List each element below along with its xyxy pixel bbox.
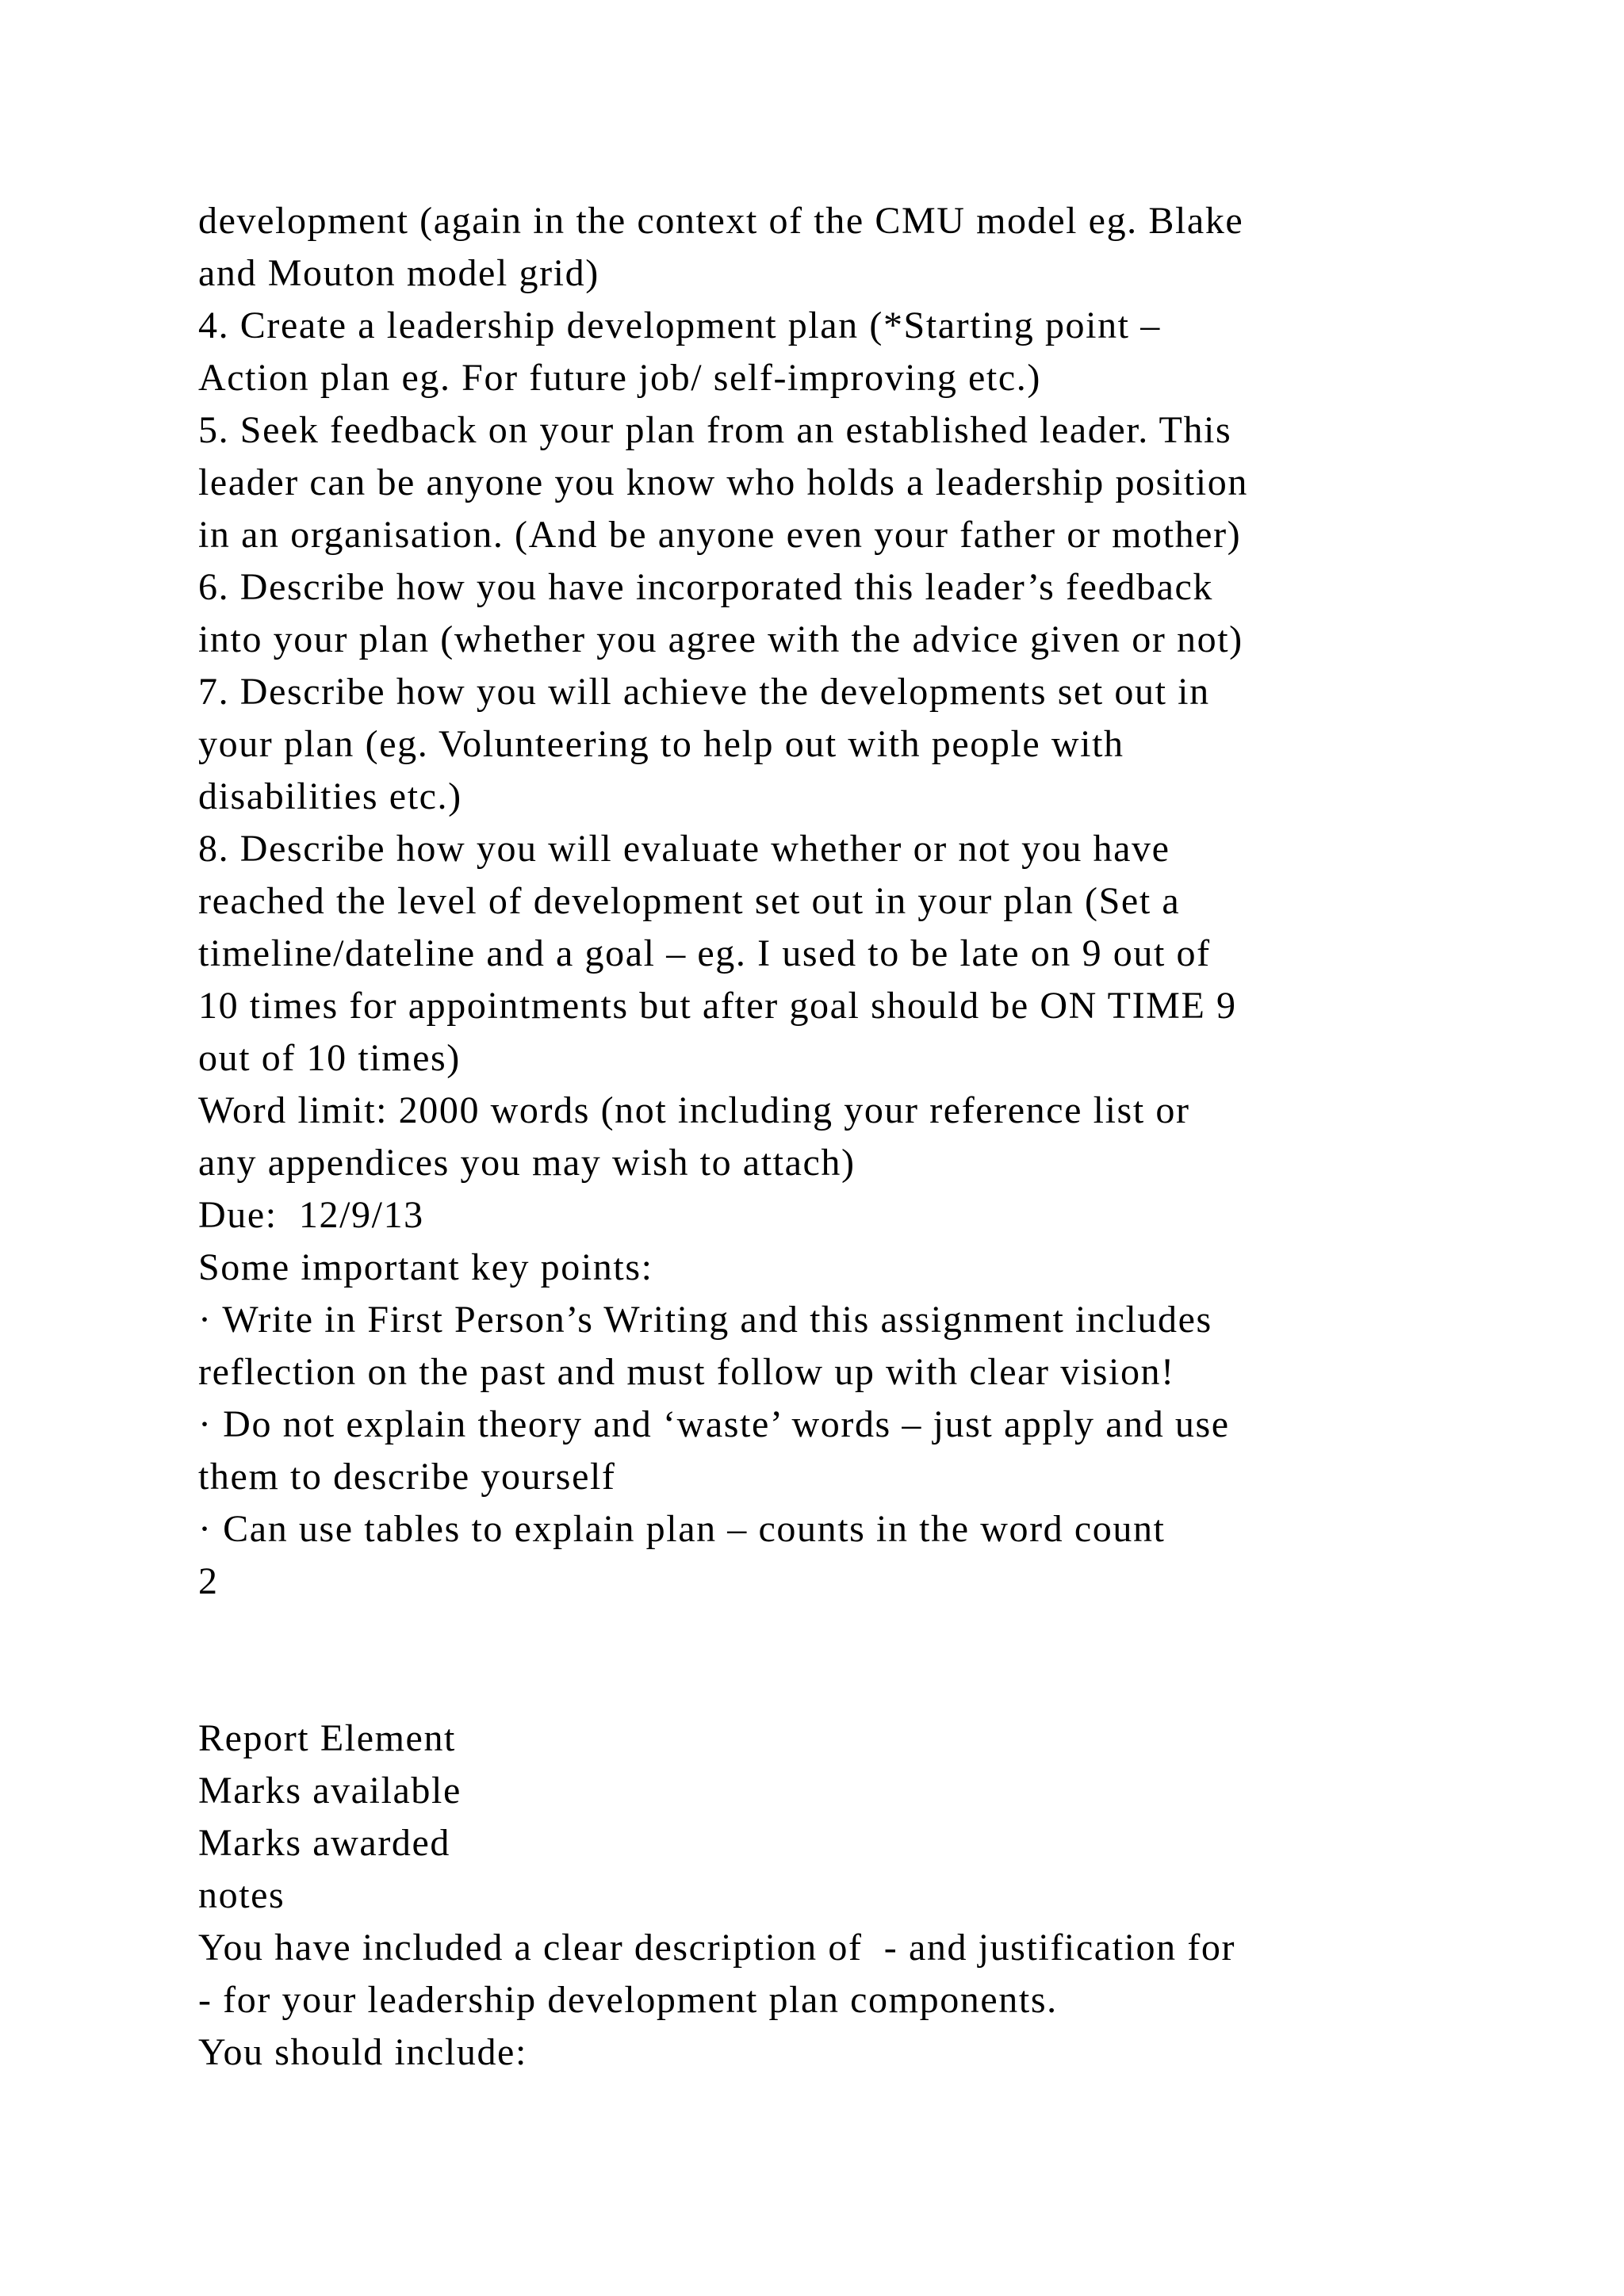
page-break-spacer [198,1608,1435,1660]
text-line: 7. Describe how you will achieve the developments set out in [198,671,1210,713]
text-line: into your plan (whether you agree with the advice given or not) [198,618,1243,660]
text-line: - for your leadership development plan components. [198,1979,1058,2021]
text-line: · Can use tables to explain plan – counts in the word count [198,1508,1166,1550]
text-line: development (again in the context of the CMU model eg. Blake [198,200,1244,242]
table-header-report-element: Report Element [198,1717,456,1759]
text-line: Word limit: 2000 words (not including your reference list or [198,1089,1190,1131]
text-line: reflection on the past and must follow up with clear vision! [198,1351,1175,1393]
text-line: 8. Describe how you will evaluate whether or not you have [198,828,1170,870]
text-line: out of 10 times) [198,1037,461,1079]
text-line: your plan (eg. Volunteering to help out with people with [198,723,1124,765]
text-line: You have included a clear description of - and justification for [198,1927,1236,1969]
text-line: and Mouton model grid) [198,252,599,294]
text-line: 10 times for appointments but after goal should be ON TIME 9 [198,985,1237,1027]
table-header-notes: notes [198,1874,285,1916]
text-line: in an organisation. (And be anyone even your father or mother) [198,514,1242,556]
document-body [198,195,1435,2079]
page-number: 2 [198,1560,219,1602]
text-line: disabilities etc.) [198,775,462,817]
text-line: leader can be anyone you know who holds a leadership position [198,461,1248,503]
page-break-spacer [198,1660,1435,1712]
text-line: Some important key points: [198,1246,653,1288]
text-line: timeline/dateline and a goal – eg. I used to be late on 9 out of [198,932,1211,974]
text-line: reached the level of development set out in your plan (Set a [198,880,1181,922]
text-line: You should include: [198,2031,527,2073]
text-line: 6. Describe how you have incorporated this leader’s feedback [198,566,1213,608]
text-line: · Do not explain theory and ‘waste’ words – just apply and use [198,1403,1230,1445]
text-line: 4. Create a leadership development plan (*Starting point – [198,304,1161,346]
table-header-marks-available: Marks available [198,1770,462,1812]
text-line: any appendices you may wish to attach) [198,1142,856,1184]
text-line: Due: 12/9/13 [198,1194,424,1236]
text-line: · Write in First Person’s Writing and this assignment includes [198,1299,1212,1341]
text-line: them to describe yourself [198,1456,616,1498]
table-header-marks-awarded: Marks awarded [198,1822,451,1864]
text-line: Action plan eg. For future job/ self-improving etc.) [198,357,1041,399]
text-line: 5. Seek feedback on your plan from an established leader. This [198,409,1232,451]
